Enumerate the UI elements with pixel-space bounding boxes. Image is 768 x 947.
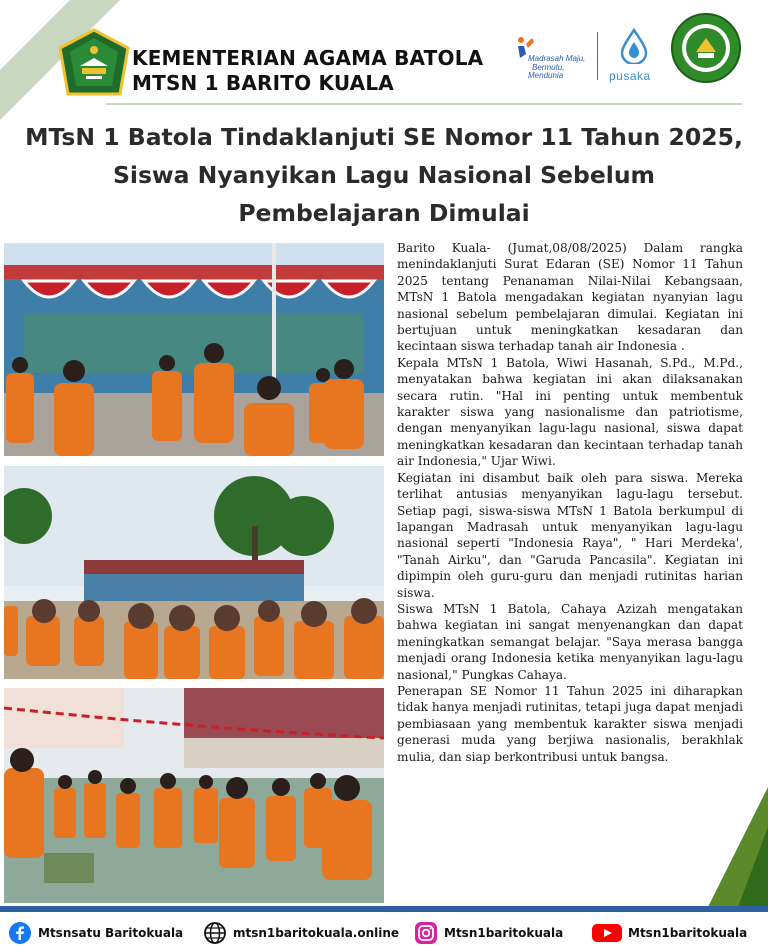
photo-field-assembly [4, 466, 384, 679]
corner-decoration-bottom-right-inner [738, 827, 768, 907]
title-line-2: Siswa Nyanyikan Lagu Nasional Sebelum [112, 161, 656, 189]
footer-youtube-link[interactable] [592, 921, 747, 945]
pusaka-label: pusaka [609, 69, 651, 83]
footer-website-link[interactable] [203, 921, 399, 945]
article-paragraph-5: Penerapan SE Nomor 11 Tahun 2025 ini diharapkan tidak hanya menjadi rutinitas, tetapi juga dapat menjadi pembiasaan yang membentuk karakter siswa menjadi generasi muda yang berjiwa nasionalis, berakhlak mulia, dan siap berkontribusi untuk bangsa. [397, 683, 743, 764]
kemenag-logo [58, 28, 130, 98]
website-url: mtsn1baritokuala.online [233, 926, 400, 940]
article-paragraph-1: Barito Kuala- (Jumat,08/08/2025) Dalam rangka menindaklanjuti Surat Edaran (SE) Nomor 11 Tahun 2025 tentang Penanaman Nilai-Nilai Kebangsaan, MTsN 1 Batola mengadakan kegiatan nyanyian lagu nasional sebelum pembelajaran dimulai. Kegiatan ini bertujuan untuk meningkatkan kesadaran dan kecintaan siswa terhadap tanah air Indonesia . [397, 241, 743, 354]
article-body [397, 240, 743, 765]
facebook-icon [8, 921, 32, 945]
instagram-handle: Mtsn1baritokuala [444, 926, 564, 940]
header-separator [597, 32, 598, 80]
institution-line-2: MTSN 1 BARITO KUALA [132, 71, 394, 95]
motto-line-1: Madrasah Maju, [528, 54, 586, 63]
article-paragraph-2: Kepala MTsN 1 Batola, Wiwi Hasanah, S.Pd., M.Pd., menyatakan bahwa kegiatan ini akan dilaksanakan secara rutin. "Hal ini penting untuk membentuk karakter siswa yang nasionalisme dan patriotisme, dengan menyanyikan lagu-lagu nasional, siswa dapat meningkatkan kesadaran dan kecintaan terhadap tanah air Indonesia," Ujar Wiwi. [397, 355, 743, 469]
instagram-icon [414, 921, 438, 945]
photo-stage-assembly [4, 243, 384, 456]
footer-instagram-link[interactable] [414, 921, 563, 945]
youtube-handle: Mtsn1baritokuala [628, 926, 748, 940]
motto-line-3: Mendunia [528, 71, 564, 80]
motto-line-2: Bermutu, [532, 62, 565, 72]
motto-text [528, 55, 585, 81]
title-line-1: MTsN 1 Batola Tindaklanjuti SE Nomor 11 Tahun 2025, [25, 123, 743, 151]
article-paragraph-4: Siswa MTsN 1 Batola, Cahaya Azizah mengatakan bahwa kegiatan ini sangat menyenangkan dan dapat meningkatkan semangat belajar. "Saya merasa bangga menjadi orang Indonesia ketika menyanyikan lagu-lagu nasional," Pungkas Cahaya. [397, 601, 743, 682]
institution-name [132, 46, 483, 96]
facebook-handle: Mtsnsatu Baritokuala [38, 926, 184, 940]
globe-icon [203, 921, 227, 945]
header-divider [106, 103, 742, 105]
title-line-3: Pembelajaran Dimulai [238, 199, 530, 227]
article-paragraph-3: Kegiatan ini disambut baik oleh para siswa. Mereka terlihat antusias menyanyikan lagu-lagu tersebut. Setiap pagi, siswa-siswa MTsN 1 Batola berkumpul di lapangan Madrasah untuk menyanyikan lagu-lagu nasional seperti "Indonesia Raya", " Hari Merdeka', "Tanah Airku", dan "Garuda Pancasila". Kegiatan ini dipimpin oleh guru-guru dan menjadi rutinitas harian siswa. [397, 470, 743, 600]
photo-students-rows [4, 688, 384, 903]
youtube-icon [592, 921, 622, 945]
institution-line-1: KEMENTERIAN AGAMA BATOLA [132, 46, 484, 70]
school-logo [670, 12, 742, 84]
footer-facebook-link[interactable] [8, 921, 183, 945]
header [0, 0, 768, 105]
article-title [20, 118, 748, 232]
pusaka-drop-icon [620, 28, 648, 64]
